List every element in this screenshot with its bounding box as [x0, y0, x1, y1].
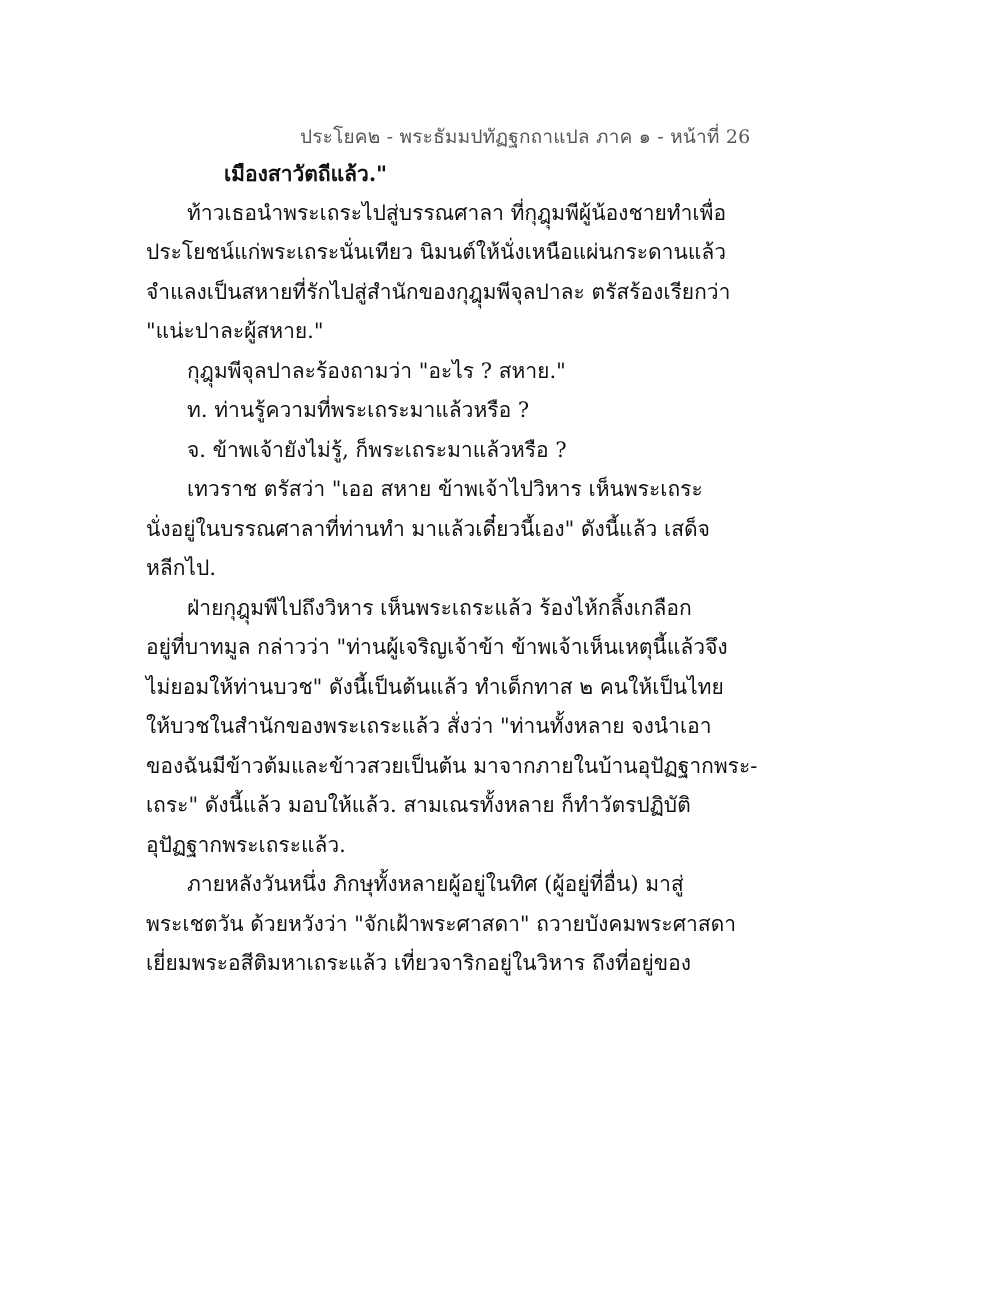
text-line: "แน่ะปาละผู้สหาย." — [146, 319, 324, 343]
text-line: ท. ท่านรู้ความที่พระเถระมาแล้วหรือ ? — [187, 398, 530, 422]
text-line: อยู่ที่บาทมูล กล่าวว่า "ท่านผู้เจริญเจ้าข้า ข้าพเจ้าเห็นเหตุนี้แล้วจึง — [146, 635, 728, 659]
text-line: ฝ่ายกุฎุมพีไปถึงวิหาร เห็นพระเถระแล้ว ร้องไห้กลิ้งเกลือก — [187, 595, 692, 620]
running-header: ประโยค๒ - พระธัมมปทัฏฐกถาแปล ภาค ๑ - หน้าที่ 26 — [300, 126, 751, 148]
text-line: กุฎุมพีจุลปาละร้องถามว่า "อะไร ? สหาย." — [187, 358, 566, 383]
body-text — [146, 154, 758, 984]
text-line: ท้าวเธอนำพระเถระไปสู่บรรณศาลา ที่กุฎุมพีผู้น้องชายทำเพื่อ — [187, 200, 727, 225]
text-line: ไม่ยอมให้ท่านบวช" ดังนี้เป็นต้นแล้ว ทำเด็กทาส ๒ คนให้เป็นไทย — [146, 674, 724, 699]
text-line: เทวราช ตรัสว่า "เออ สหาย ข้าพเจ้าไปวิหาร เห็นพระเถระ — [187, 477, 703, 501]
text-line: พระเชตวัน ด้วยหวังว่า "จักเฝ้าพระศาสดา" ถวายบังคมพระศาสดา — [146, 911, 737, 936]
text-line: หลีกไป. — [146, 556, 216, 580]
text-line: จำแลงเป็นสหายที่รักไปสู่สำนักของกุฎุมพีจุลปาละ ตรัสร้องเรียกว่า — [146, 279, 731, 304]
text-line: ให้บวชในสำนักของพระเถระแล้ว สั่งว่า "ท่านทั้งหลาย จงนำเอา — [146, 714, 712, 738]
text-line: อุปัฏฐากพระเถระแล้ว. — [146, 832, 346, 857]
text-line: เมืองสาวัตถีแล้ว." — [224, 161, 388, 186]
text-line: จ. ข้าพเจ้ายังไม่รู้, ก็พระเถระมาแล้วหรือ ? — [187, 437, 567, 462]
text-line: ภายหลังวันหนึ่ง ภิกษุทั้งหลายผู้อยู่ในทิศ (ผู้อยู่ที่อื่น) มาสู่ — [187, 872, 684, 896]
text-line: ของฉันมีข้าวต้มและข้าวสวยเป็นต้น มาจากภายในบ้านอุปัฏฐากพระ- — [146, 753, 758, 778]
text-line: ประโยชน์แก่พระเถระนั่นเทียว นิมนต์ให้นั่งเหนือแผ่นกระดานแล้ว — [146, 240, 727, 264]
text-line: เถระ" ดังนี้แล้ว มอบให้แล้ว. สามเณรทั้งหลาย ก็ทำวัตรปฏิบัติ — [146, 793, 691, 817]
text-line: เยี่ยมพระอสีติมหาเถระแล้ว เที่ยวจาริกอยู่ในวิหาร ถึงที่อยู่ของ — [146, 951, 691, 975]
text-line: นั่งอยู่ในบรรณศาลาที่ท่านทำ มาแล้วเดี๋ยวนี้เอง" ดังนี้แล้ว เสด็จ — [146, 516, 710, 541]
